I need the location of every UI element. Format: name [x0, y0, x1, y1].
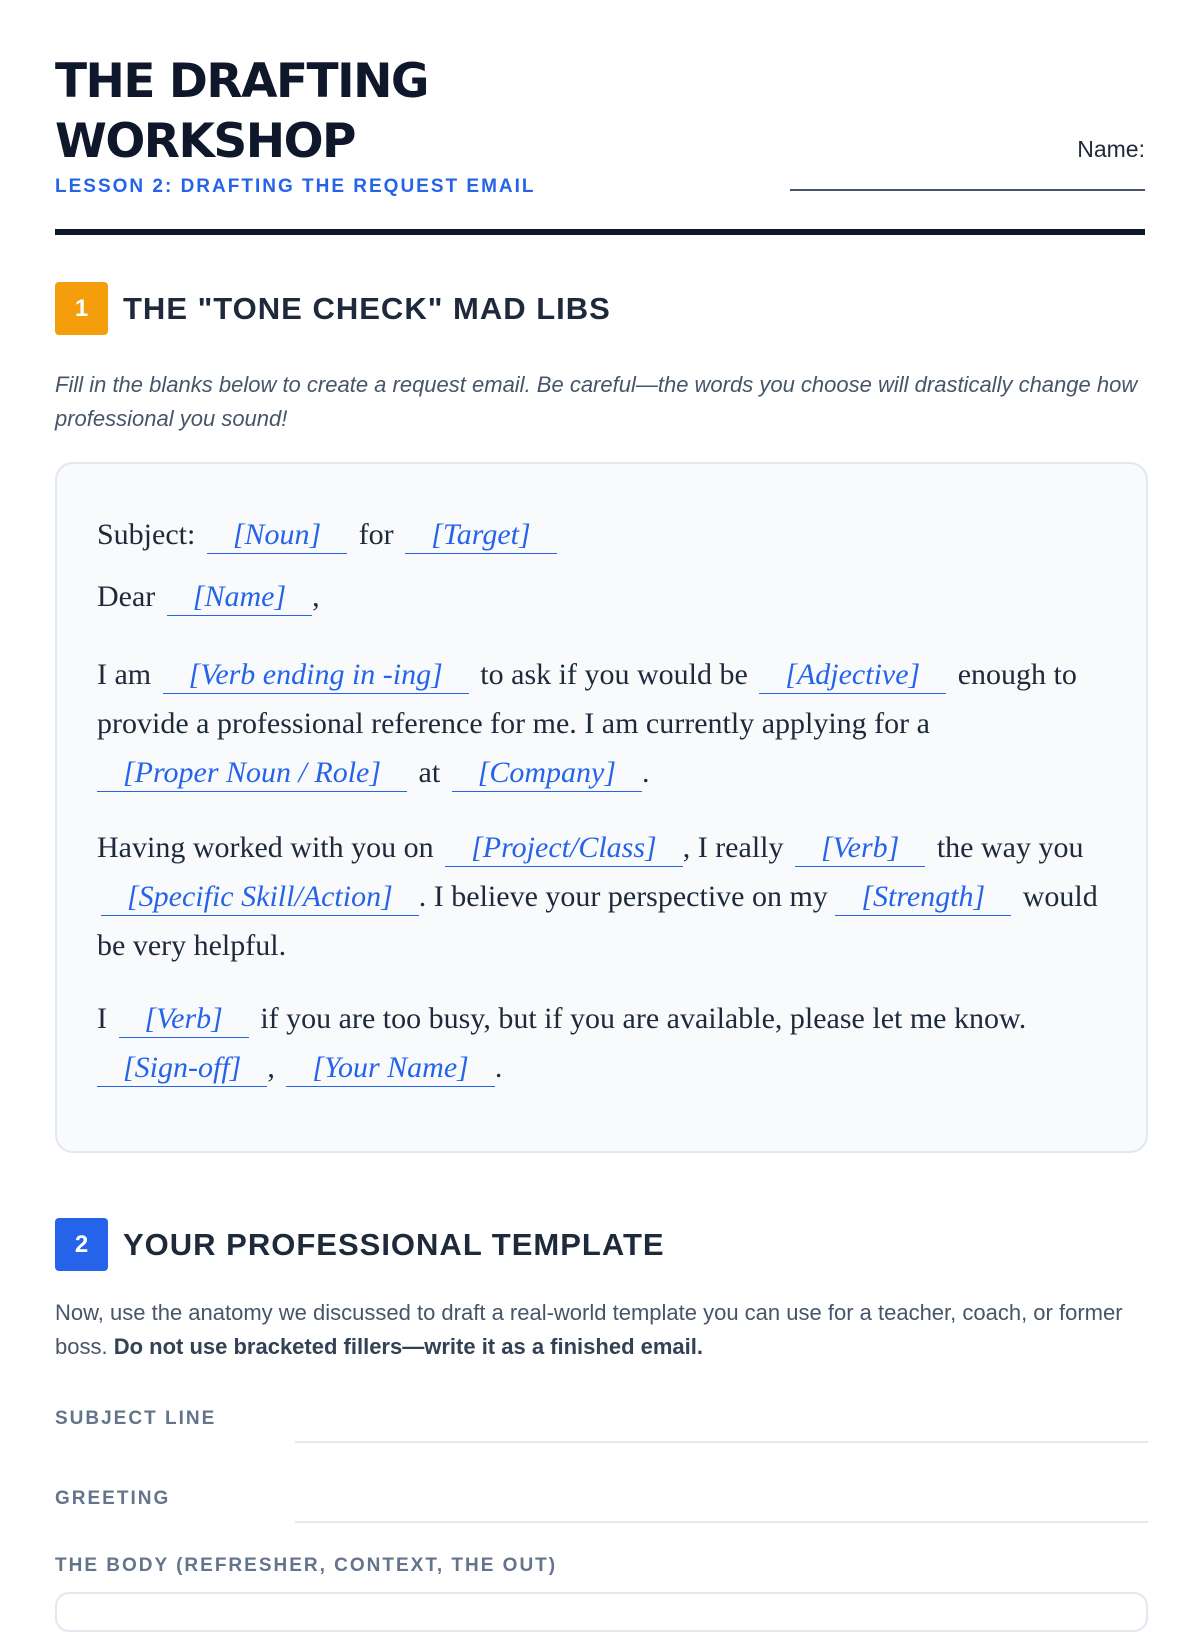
- section-2-title: YOUR PROFESSIONAL TEMPLATE: [123, 1226, 665, 1262]
- blank-your-name[interactable]: [Your Name]: [286, 1050, 494, 1087]
- madlib-paragraph-2: [97, 823, 1106, 970]
- p3-text-1: I: [97, 1002, 107, 1035]
- blank-company[interactable]: [Company]: [452, 755, 642, 792]
- section-1-instructions: Fill in the blanks below to create a request email. Be careful—the words you choose will drastically change how professional you sound!: [55, 372, 1138, 431]
- blank-role[interactable]: [Proper Noun / Role]: [97, 755, 407, 792]
- subject-line-input[interactable]: [295, 1441, 1148, 1443]
- madlib-greeting-line: [97, 572, 1106, 622]
- p2-text-1: Having worked with you on: [97, 831, 434, 864]
- body-input-box[interactable]: [55, 1592, 1148, 1632]
- section-1-title: THE "TONE CHECK" MAD LIBS: [123, 290, 611, 326]
- subject-label: Subject:: [97, 518, 196, 551]
- p1-text-3: enough to provide a professional reference for me. I am currently applying for a: [97, 658, 1077, 740]
- section-1-badge: 1: [55, 282, 108, 335]
- blank-noun[interactable]: [Noun]: [207, 517, 347, 554]
- p3-text-3: ,: [267, 1051, 275, 1084]
- blank-project[interactable]: [Project/Class]: [445, 830, 683, 867]
- madlib-paragraph-1: [97, 650, 1106, 797]
- greeting-comma: ,: [312, 580, 320, 613]
- p2-text-3: the way you: [936, 831, 1084, 864]
- subject-line-label: SUBJECT LINE: [55, 1408, 217, 1429]
- subject-for-text: for: [358, 518, 394, 551]
- section-2-instructions: [55, 1296, 1150, 1364]
- worksheet-header: [55, 0, 1145, 235]
- p2-text-2: , I really: [682, 831, 784, 864]
- blank-sign-off[interactable]: [Sign-off]: [97, 1050, 267, 1087]
- greeting-label: GREETING: [55, 1488, 171, 1509]
- p1-text-4: at: [418, 756, 441, 789]
- lesson-subtitle: LESSON 2: DRAFTING THE REQUEST EMAIL: [55, 176, 536, 197]
- blank-verb-ing[interactable]: [Verb ending in -ing]: [163, 657, 469, 694]
- blank-verb-2[interactable]: [Verb]: [119, 1001, 249, 1038]
- blank-target[interactable]: [Target]: [405, 517, 557, 554]
- blank-name[interactable]: [Name]: [167, 579, 312, 616]
- p1-text-1: I am: [97, 658, 152, 691]
- worksheet-title: THE DRAFTING WORKSHOP: [55, 54, 429, 169]
- p2-text-5: would be very helpful.: [97, 880, 1098, 962]
- name-label: Name:: [1077, 136, 1145, 162]
- blank-verb[interactable]: [Verb]: [795, 830, 925, 867]
- p2-text-4: . I believe your perspective on my: [418, 880, 828, 913]
- section-1-heading: [55, 282, 611, 335]
- body-label: THE BODY (REFRESHER, CONTEXT, THE OUT): [55, 1555, 558, 1576]
- section-2-instructions-text: Now, use the anatomy we discussed to draft a real-world template you can use for a teacher, coach, or former boss.: [55, 1300, 1123, 1359]
- p1-text-5: .: [642, 756, 650, 789]
- dear-label: Dear: [97, 580, 156, 613]
- name-field: [790, 136, 1145, 191]
- p1-text-2: to ask if you would be: [480, 658, 748, 691]
- p3-text-4: .: [494, 1051, 503, 1084]
- madlib-subject-line: [97, 510, 1106, 560]
- p3-text-2: if you are too busy, but if you are available, please let me know.: [260, 1002, 1027, 1035]
- section-2-badge: 2: [55, 1218, 108, 1271]
- blank-strength[interactable]: [Strength]: [835, 879, 1011, 916]
- name-input-line[interactable]: [790, 189, 1145, 191]
- greeting-input[interactable]: [295, 1521, 1148, 1523]
- section-2-instructions-emphasis: Do not use bracketed fillers—write it as a finished email.: [113, 1334, 703, 1359]
- madlib-paragraph-3: [97, 994, 1106, 1092]
- blank-adjective[interactable]: [Adjective]: [759, 657, 946, 694]
- mad-libs-box: [55, 462, 1148, 1153]
- blank-skill[interactable]: [Specific Skill/Action]: [101, 879, 419, 916]
- section-2-heading: [55, 1218, 665, 1271]
